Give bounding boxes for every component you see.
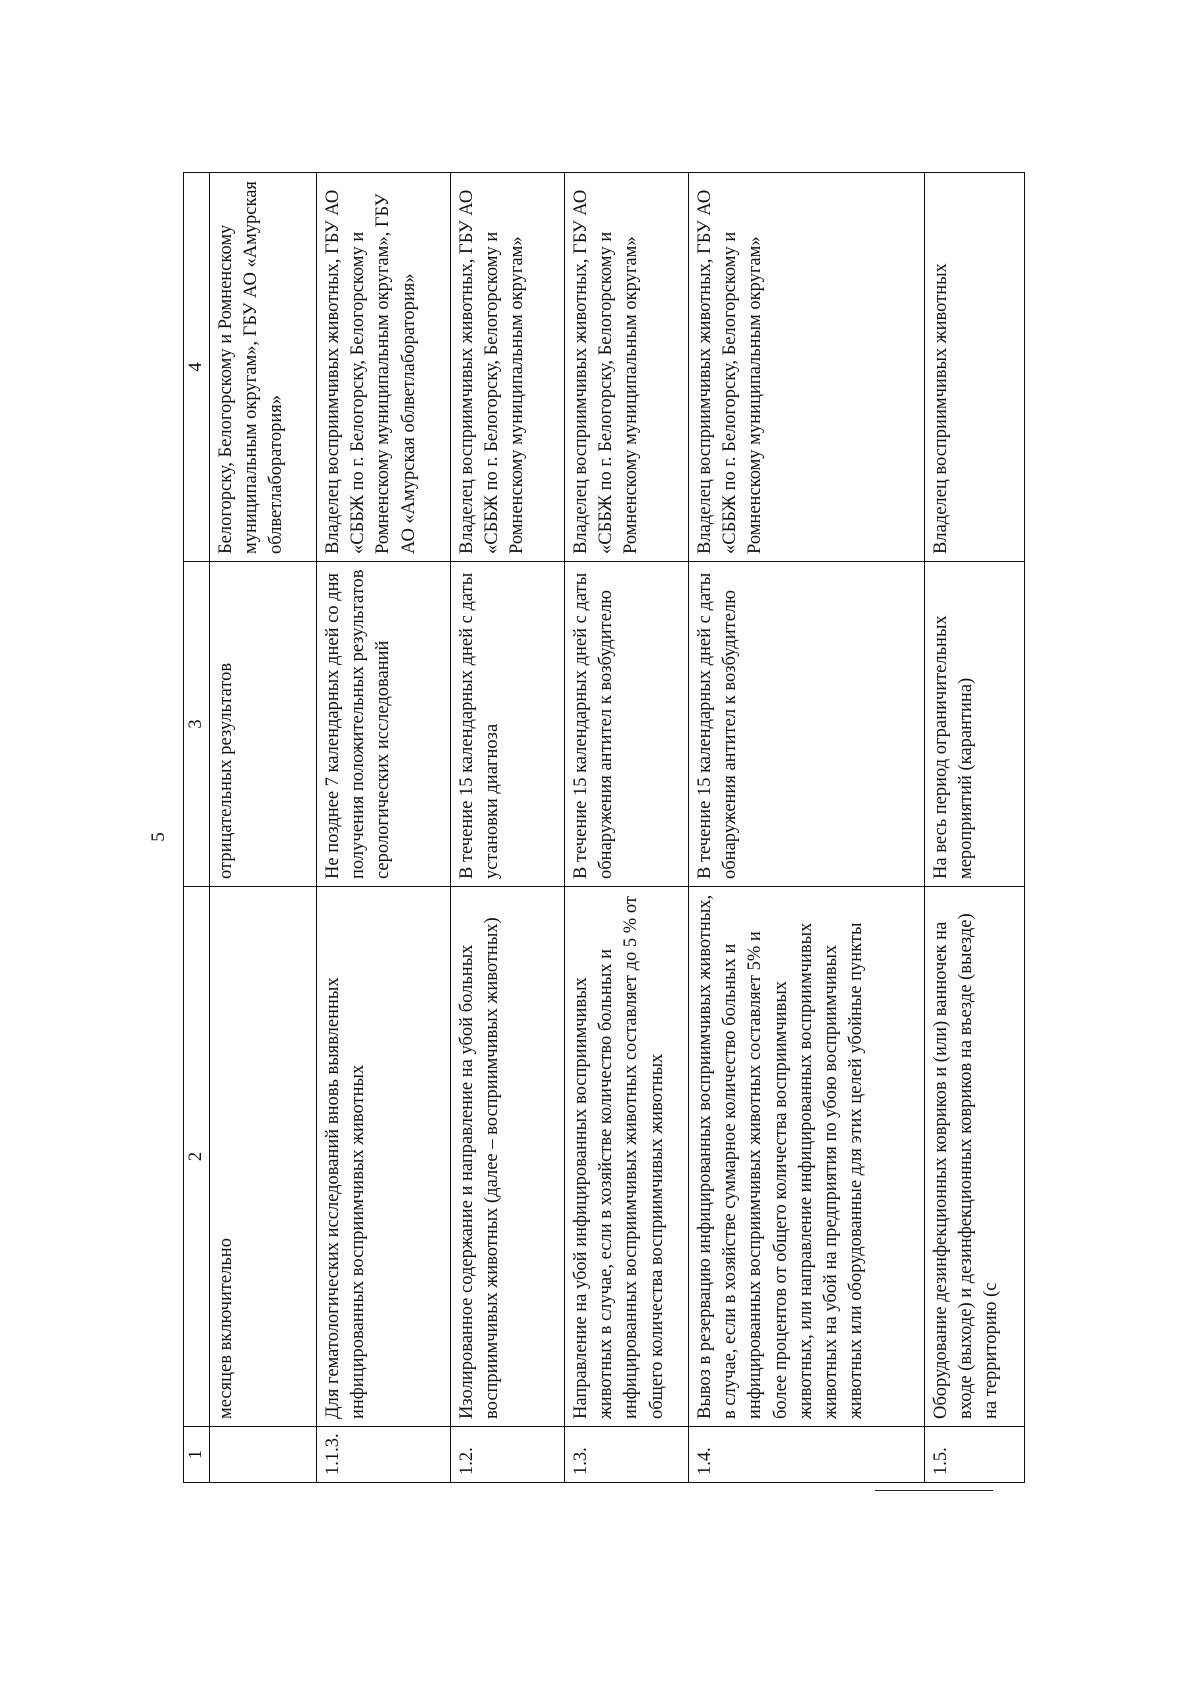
footer-rule [875, 1490, 993, 1491]
row-number [210, 1427, 317, 1483]
responsible-cell: Белогорску, Белогорскому и Ромненскому муниципальным округам», ГБУ АО «Амурская облветлаборатория» [210, 173, 317, 562]
responsible-cell: Владелец восприимчивых животных, ГБУ АО «СББЖ по г. Белогорску, Белогорскому и Ромненскому муниципальным округам» [451, 173, 565, 562]
table-container [183, 173, 1025, 1483]
measure-cell: Направление на убой инфицированных восприимчивых животных в случае, если в хозяйстве количество больных и инфицированных восприимчивых животных составляет до 5 % от общего количества восприимчивых животных [565, 887, 689, 1427]
table-row [317, 173, 451, 1483]
table-row [565, 173, 689, 1483]
measure-cell: месяцев включительно [210, 887, 317, 1427]
measure-cell: Вывоз в резервацию инфицированных восприимчивых животных, в случае, если в хозяйстве суммарное количество больных и инфицированных восприимчивых животных составляет 5% и более процентов от общего количества восприимчивых животных, или направление инфицированных восприимчивых животных на убой на предприятия по убою восприимчивых животных или оборудованные для этих целей убойные пункты [689, 887, 925, 1427]
column-header-1: 1 [184, 1427, 210, 1483]
table-row [925, 173, 1025, 1483]
measure-cell: Изолированное содержание и направление на убой больных восприимчивых животных (далее – восприимчивых животных) [451, 887, 565, 1427]
responsible-cell: Владелец восприимчивых животных, ГБУ АО «СББЖ по г. Белогорску, Белогорскому и Ромненскому муниципальным округам», ГБУ АО «Амурская облветлаборатория» [317, 173, 451, 562]
term-cell: На весь период ограничительных мероприятий (карантина) [925, 562, 1025, 887]
responsible-cell: Владелец восприимчивых животных, ГБУ АО «СББЖ по г. Белогорску, Белогорскому и Ромненскому муниципальным округам» [565, 173, 689, 562]
table-row [210, 173, 317, 1483]
responsible-cell: Владелец восприимчивых животных, ГБУ АО «СББЖ по г. Белогорску, Белогорскому и Ромненскому муниципальным округам» [689, 173, 925, 562]
table-header-row [184, 173, 210, 1483]
term-cell: отрицательных результатов [210, 562, 317, 887]
measure-cell: Для гематологических исследований вновь выявленных инфицированных восприимчивых животных [317, 887, 451, 1427]
row-number: 1.2. [451, 1427, 565, 1483]
term-cell: Не позднее 7 календарных дней со дня получения положительных результатов серологических исследований [317, 562, 451, 887]
measure-cell: Оборудование дезинфекционных ковриков и (или) ванночек на входе (выходе) и дезинфекционных ковриков на въезде (выезде) на территорию (с [925, 887, 1025, 1427]
measures-table [183, 172, 1025, 1483]
column-header-3: 3 [184, 562, 210, 887]
page-number: 5 [147, 832, 169, 842]
column-header-4: 4 [184, 173, 210, 562]
row-number: 1.4. [689, 1427, 925, 1483]
responsible-cell: Владелец восприимчивых животных [925, 173, 1025, 562]
term-cell: В течение 15 календарных дней с даты обнаружения антител к возбудителю [689, 562, 925, 887]
row-number: 1.1.3. [317, 1427, 451, 1483]
table-row [689, 173, 925, 1483]
term-cell: В течение 15 календарных дней с даты установки диагноза [451, 562, 565, 887]
term-cell: В течение 15 календарных дней с даты обнаружения антител к возбудителю [565, 562, 689, 887]
row-number: 1.5. [925, 1427, 1025, 1483]
table-row [451, 173, 565, 1483]
row-number: 1.3. [565, 1427, 689, 1483]
column-header-2: 2 [184, 887, 210, 1427]
